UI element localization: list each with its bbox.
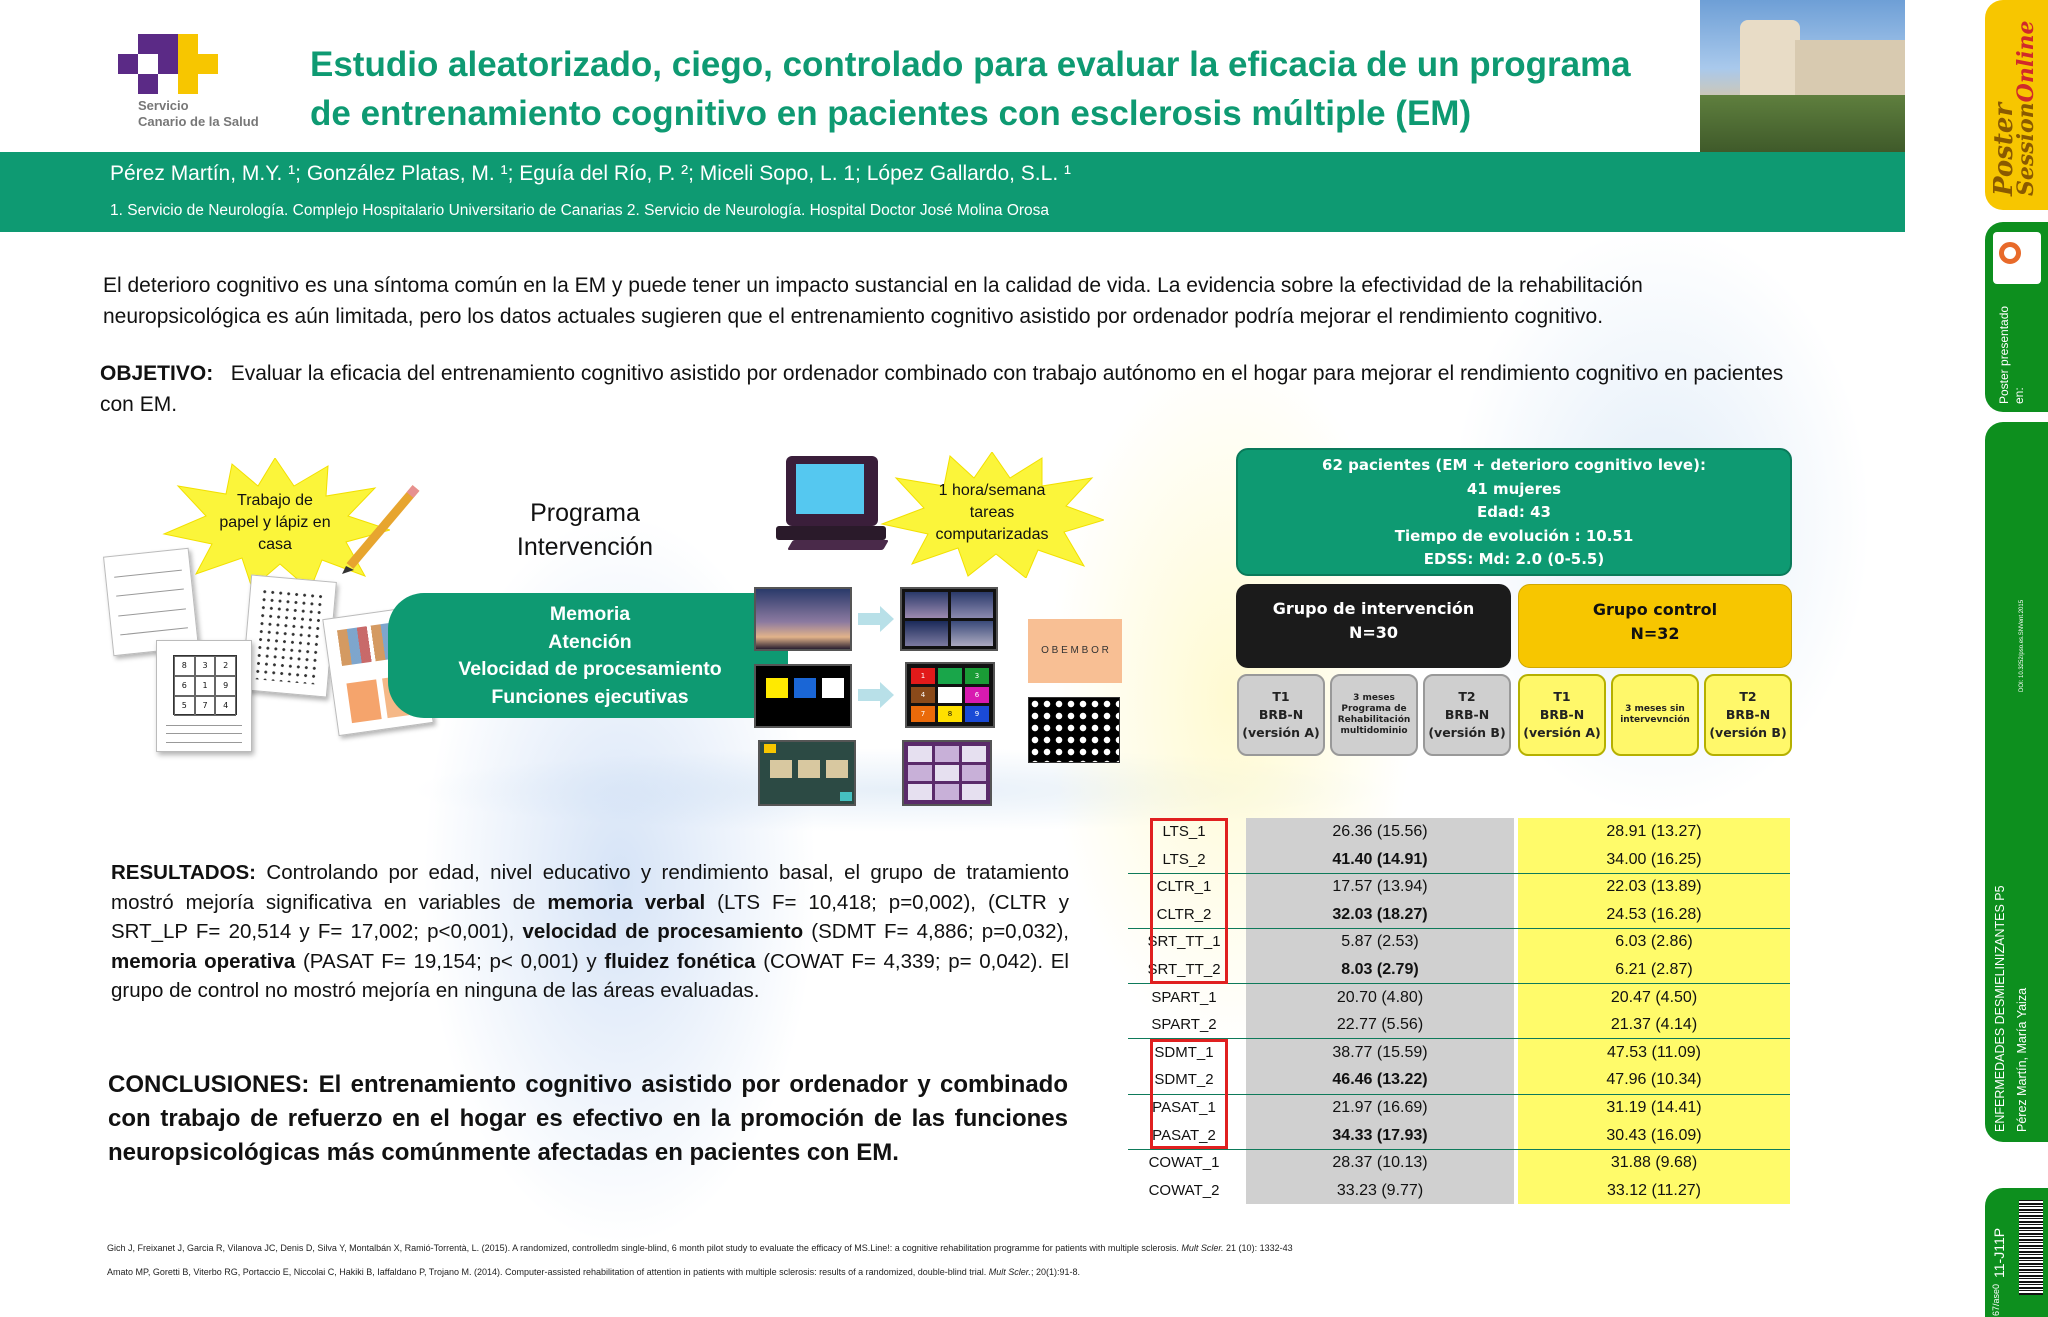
intervention-value: 38.77 (15.59) [1246, 1039, 1514, 1067]
control-value: 30.43 (16.09) [1518, 1122, 1790, 1150]
sudoku-cell: 4 [215, 696, 236, 716]
control-value: 31.88 (9.68) [1518, 1149, 1790, 1177]
table-row [1128, 984, 1790, 1012]
intervention-value: 20.70 (4.80) [1246, 984, 1514, 1012]
table-row [1128, 1011, 1790, 1039]
topic-panel [1985, 422, 2048, 1142]
control-value: 31.19 (14.41) [1518, 1094, 1790, 1122]
color-grid-task [905, 662, 995, 728]
control-value: 6.21 (2.87) [1518, 956, 1790, 984]
sky-grid-task [900, 587, 998, 651]
objective-label: OBJETIVO: [100, 362, 214, 385]
scs-logo [118, 34, 288, 134]
ref2-tail: ; 20(1):91-8. [1030, 1267, 1080, 1277]
ctl-t2-line: BRB-N [1725, 707, 1771, 722]
results-text [111, 858, 1069, 1006]
logo-text [138, 98, 259, 130]
intervention-value: 26.36 (15.56) [1246, 818, 1514, 846]
logo-line2: Canario de la Salud [138, 114, 259, 129]
patients-line5: EDSS: Md: 2.0 (0-5.5) [1423, 550, 1605, 568]
ctl-t1-line: (versión A) [1523, 725, 1601, 740]
domain-executive: Funciones ejecutivas [491, 685, 689, 708]
dot-worksheet [241, 574, 337, 697]
sudoku-cell: 7 [195, 696, 216, 716]
arrow-icon [858, 682, 894, 708]
table-row-label: COWAT_1 [1148, 1154, 1220, 1172]
table-row-label: SPART_2 [1151, 1016, 1217, 1034]
star-right-line1: 1 hora/semana [938, 482, 1046, 499]
sidebar-author: Pérez Martín, María Yaiza [2015, 987, 2029, 1132]
ref1-main: Gich J, Freixanet J, Garcia R, Vilanova JC, Denis D, Silva Y, Montalbán X, Ramió-Torrentà, L. (2015). A randomized, controlledm single-blind, 6 month pilot study to evaluate the efficacy of MS.Line!: a cognitive rehabilitation programme for patients with multiple sclerosis. [107, 1243, 1182, 1253]
presented-at-panel [1985, 222, 2048, 412]
presented-line2: en: [2012, 387, 2026, 404]
domain-processing-speed: Velocidad de procesamiento [458, 658, 722, 680]
control-value: 22.03 (13.89) [1518, 873, 1790, 901]
intervention-value: 41.40 (14.91) [1246, 846, 1514, 874]
topic-text: ENFERMEDADES DESMIELINIZANTES P5 [1993, 885, 2007, 1132]
intervention-value: 8.03 (2.79) [1246, 956, 1514, 984]
starburst-weekly [880, 452, 1104, 578]
arrow-icon [858, 606, 894, 632]
table-row-label: COWAT_2 [1148, 1181, 1220, 1199]
int-t2-line: BRB-N [1444, 707, 1490, 722]
color-cell: 9 [965, 706, 989, 722]
table-row-label: PASAT_2 [1152, 1126, 1216, 1144]
results-label: RESULTADOS: [111, 861, 257, 884]
control-value: 47.53 (11.09) [1518, 1039, 1790, 1067]
intervention-value: 21.97 (16.69) [1246, 1094, 1514, 1122]
intervention-value: 17.57 (13.94) [1246, 873, 1514, 901]
table-row-label: SRT_TT_1 [1147, 933, 1221, 951]
logo-word-session: Session [2013, 102, 2039, 196]
color-cell: 4 [911, 687, 935, 703]
ctl-mid-box [1611, 674, 1699, 756]
page-code: 67/ase0 [1991, 1283, 2001, 1316]
poster-code: 11-J11P [1991, 1227, 2007, 1278]
authors: Pérez Martín, M.Y. ¹; González Platas, M. ¹; Eguía del Río, P. ²; Miceli Sopo, L. 1; López Gallardo, S.L. ¹ [110, 162, 1071, 185]
patients-line4: Tiempo de evolución : 10.51 [1394, 526, 1634, 545]
results-part: (SDMT F= 4,886; p=0,032), [803, 920, 1070, 943]
ctl-mid-line: 3 meses sin [1625, 704, 1685, 714]
sudoku-worksheet [156, 640, 252, 752]
color-cell: 8 [938, 706, 962, 722]
int-t2-line: T2 [1458, 689, 1476, 704]
ref1-journal: Mult Scler. [1181, 1243, 1224, 1253]
ctl-t2-box [1704, 674, 1792, 756]
program-title [480, 496, 690, 564]
ref1-tail: 21 (10): 1332-43 [1223, 1243, 1293, 1253]
conclusions-label: CONCLUSIONES: [108, 1071, 310, 1098]
color-cell: 3 [965, 668, 989, 684]
pencil-icon [340, 482, 422, 574]
int-mid-line: 3 meses [1353, 693, 1395, 703]
int-t1-box [1237, 674, 1325, 756]
ctl-t2-line: (versión B) [1709, 725, 1787, 740]
significance-highlight [1150, 818, 1228, 984]
patients-line1: 62 pacientes (EM + deterioro cognitivo leve): [1322, 456, 1706, 474]
ctl-mid-line: intervevnción [1620, 715, 1690, 725]
control-value: 24.53 (16.28) [1518, 901, 1790, 929]
intervention-group-n: N=30 [1348, 623, 1399, 642]
int-t2-line: (versión B) [1428, 725, 1506, 740]
results-bold: velocidad de procesamiento [522, 920, 804, 943]
intervention-value: 32.03 (18.27) [1246, 901, 1514, 929]
ctl-t1-line: BRB-N [1539, 707, 1585, 722]
results-part: Controlando por edad, nivel educativo y rendimiento basal, el grupo de tratamiento mostró mejoría significativa en variables de [111, 861, 1069, 914]
poster-session-logo-panel [1985, 0, 2048, 210]
results-bold: fluidez fonética [604, 949, 756, 973]
ctl-t2-line: T2 [1739, 689, 1757, 704]
control-value: 20.47 (4.50) [1518, 984, 1790, 1012]
title-line1: Estudio aleatorizado, ciego, controlado para evaluar la eficacia de un programa [310, 45, 1631, 84]
ctl-t1-box [1518, 674, 1606, 756]
logo-line1: Servicio [138, 98, 189, 113]
doi-text: DOI: 10.3252/pso.es.SNVent.2015 [2019, 599, 2025, 692]
control-value: 33.12 (11.27) [1518, 1177, 1790, 1205]
table-row-label: SDMT_1 [1154, 1043, 1214, 1061]
program-title-line1: Programa [530, 499, 640, 527]
logo-word-poster: Poster [1989, 102, 2019, 196]
color-cell: 1 [911, 668, 935, 684]
int-mid-line: Rehabilitación [1337, 715, 1411, 725]
word-task: O B E M B O R [1028, 619, 1122, 683]
ref2-main: Amato MP, Goretti B, Viterbo RG, Portaccio E, Niccolai C, Hakiki B, Iaffaldano P, Trojano M. (2014). Computer-assisted rehabilitation of attention in patients with multiple sclerosis: results of a randomized, double-blind trial. [107, 1267, 989, 1277]
butterfly-task [758, 740, 856, 806]
intervention-value: 5.87 (2.53) [1246, 928, 1514, 956]
intervention-value: 33.23 (9.77) [1246, 1177, 1514, 1205]
poster-title [310, 40, 1690, 138]
int-t1-line: BRB-N [1258, 707, 1304, 722]
table-row-label: PASAT_1 [1152, 1099, 1216, 1116]
reference-2 [107, 1267, 1080, 1277]
table-row-label: LTS_2 [1162, 850, 1206, 868]
objective-text: Evaluar la eficacia del entrenamiento cognitivo asistido por ordenador combinado con trabajo autónomo en el hogar para mejorar el rendimiento cognitivo en pacientes con EM. [100, 362, 1784, 416]
sky-image-task [754, 587, 852, 651]
sudoku-cell: 2 [215, 656, 236, 676]
color-cell: 6 [965, 687, 989, 703]
results-part: (LTS F= 10,418; p=0,002), (CLTR y SRT_LP F= 20,514 y F= 17,002; p<0,001), [111, 890, 1069, 943]
int-mid-line: multidominio [1340, 726, 1408, 736]
star-left-line2: papel y lápiz en [219, 514, 331, 531]
reference-1 [107, 1243, 1293, 1253]
int-t2-box [1423, 674, 1511, 756]
int-mid-box [1330, 674, 1418, 756]
program-title-line2: Intervención [516, 533, 654, 561]
results-part: (COWAT F= 4,339; p= 0,042). El grupo de control no mostró mejoría en ninguna de las áreas evaluadas. [111, 949, 1069, 1002]
intervention-value: 46.46 (13.22) [1246, 1066, 1514, 1094]
sudoku-cell: 8 [174, 656, 195, 676]
int-mid-line: Programa de [1341, 704, 1407, 714]
domain-attention: Atención [548, 630, 632, 653]
patients-line3: Edad: 43 [1477, 503, 1551, 521]
table-row [1128, 1177, 1790, 1205]
authors-bar [0, 152, 1905, 232]
table-row [1128, 1149, 1790, 1177]
intervention-value: 22.77 (5.56) [1246, 1011, 1514, 1039]
sudoku-cell: 3 [195, 656, 216, 676]
logo-word-online: Online [2013, 20, 2039, 103]
hospital-photo [1700, 0, 1905, 152]
title-line2: de entrenamiento cognitivo en pacientes con esclerosis múltiple (EM) [310, 94, 1472, 133]
butterfly-grid-task [902, 740, 992, 806]
results-bold: memoria verbal [547, 890, 706, 914]
barcode-icon [2019, 1200, 2043, 1295]
sudoku-cell: 1 [195, 676, 216, 696]
conclusions-body: El entrenamiento cognitivo asistido por ordenador y combinado con trabajo de refuerzo en el hogar es efectivo en la promoción de las funciones neuropsicológicas más comúnmente afectadas en pacientes con EM. [108, 1071, 1068, 1166]
control-value: 28.91 (13.27) [1518, 818, 1790, 846]
table-row-label: SRT_TT_2 [1147, 961, 1221, 978]
affiliations: 1. Servicio de Neurología. Complejo Hospitalario Universitario de Canarias 2. Servicio de Neurología. Hospital Doctor José Molina Orosa [110, 202, 1050, 219]
dots-pattern-task [1028, 697, 1120, 763]
sudoku-cell: 6 [174, 676, 195, 696]
table-row-label: CLTR_1 [1156, 878, 1212, 896]
intervention-group-box [1236, 584, 1511, 668]
control-value: 34.00 (16.25) [1518, 846, 1790, 874]
star-left-line1: Trabajo de [237, 492, 313, 509]
star-right-line3: computarizadas [935, 526, 1049, 543]
intro-text: El deterioro cognitivo es una síntoma común en la EM y puede tener un impacto sustancial en la calidad de vida. La evidencia sobre la efectividad de la rehabilitación neuropsicológica es aún limitada, pero los datos actuales sugieren que el entrenamiento cognitivo asistido por ordenador podría mejorar el rendimiento cognitivo. [103, 274, 1643, 328]
color-squares-task [754, 664, 852, 728]
control-value: 6.03 (2.86) [1518, 928, 1790, 956]
int-t1-line: T1 [1272, 689, 1290, 704]
patients-box [1236, 448, 1792, 576]
conclusions-text [108, 1068, 1068, 1170]
congress-logo [1993, 232, 2041, 284]
ctl-t1-line: T1 [1553, 689, 1571, 704]
star-right-line2: tareas [969, 504, 1015, 521]
intervention-value: 28.37 (10.13) [1246, 1149, 1514, 1177]
star-left-line3: casa [258, 536, 292, 553]
sudoku-cell: 5 [174, 696, 195, 716]
color-cell: 7 [911, 706, 935, 722]
results-part: (PASAT F= 19,154; p< 0,001) y [295, 949, 605, 973]
domains-list [430, 601, 750, 711]
table-row-label: CLTR_2 [1156, 905, 1212, 923]
control-group-label: Grupo control [1592, 600, 1718, 619]
control-value: 47.96 (10.34) [1518, 1066, 1790, 1094]
objective [100, 358, 1800, 420]
control-group-box [1518, 584, 1792, 668]
int-t1-line: (versión A) [1242, 725, 1320, 740]
table-row-label: SPART_1 [1151, 988, 1217, 1006]
ref2-journal: Mult Scler. [988, 1267, 1031, 1277]
sudoku-cell: 9 [215, 676, 236, 696]
presented-line1: Poster presentado [1997, 305, 2011, 404]
significance-highlight [1150, 1039, 1228, 1149]
table-row-label: SDMT_2 [1154, 1071, 1214, 1089]
intervention-value: 34.33 (17.93) [1246, 1122, 1514, 1150]
table-row-label: LTS_1 [1162, 823, 1206, 840]
control-group-n: N=32 [1630, 624, 1680, 643]
results-bold: memoria operativa [111, 949, 296, 973]
patients-line2: 41 mujeres [1466, 479, 1562, 498]
computer-icon [776, 456, 886, 550]
domain-memory: Memoria [549, 603, 631, 625]
intervention-group-label: Grupo de intervención [1272, 599, 1475, 618]
control-value: 21.37 (4.14) [1518, 1011, 1790, 1039]
